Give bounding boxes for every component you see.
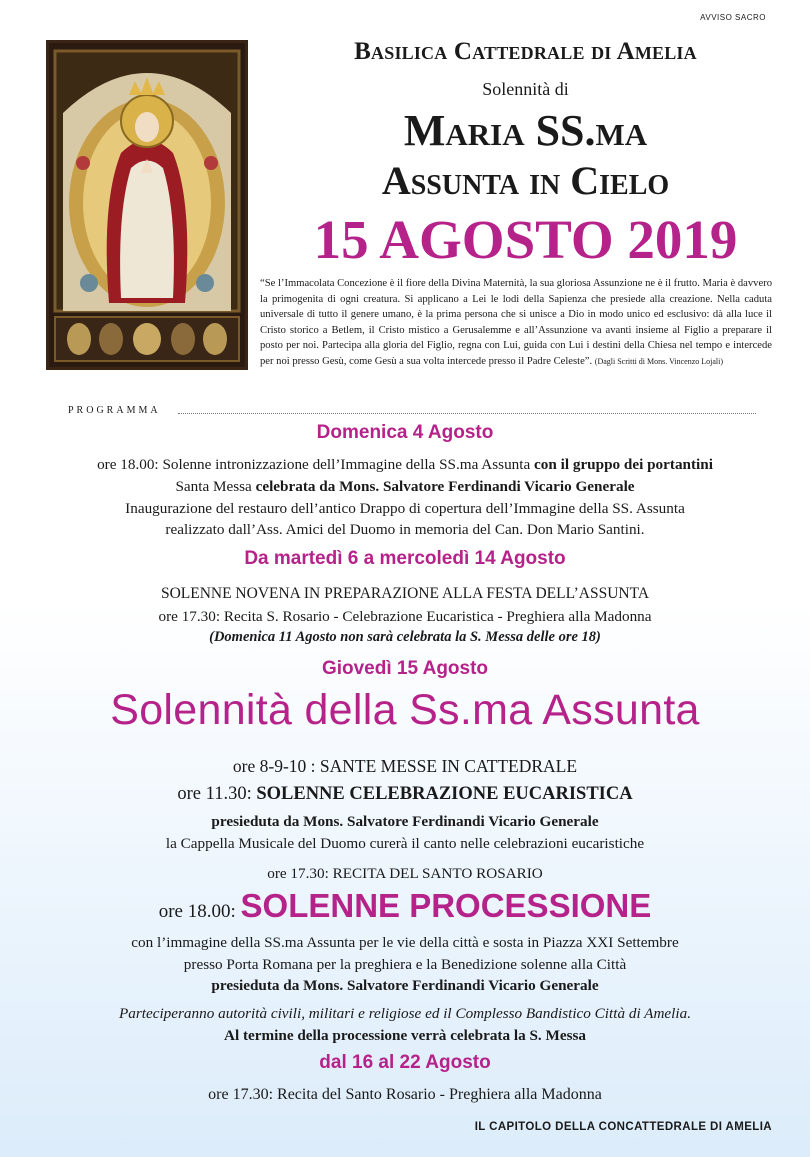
programma-label: PROGRAMMA (68, 405, 161, 416)
giovedi-line-8: presso Porta Romana per la preghiera e la Benedizione solenne alla Città (183, 956, 627, 973)
domenica-line-4: realizzato dall’Ass. Amici del Duomo in memoria del Can. Don Mario Santini. (165, 521, 645, 538)
domenica-line-1-text: ore 18.00: Solenne intronizzazione dell’Immagine della SS.ma Assunta (97, 456, 535, 473)
painting-artwork (49, 43, 245, 367)
giovedi-line-2 (0, 783, 810, 805)
solemnity-title: Solennità della Ss.ma Assunta (110, 686, 700, 734)
novena-line-2: ore 17.30: Recita S. Rosario - Celebrazione Eucaristica - Preghiera alla Madonna (158, 608, 652, 625)
section-heading-domenica: Domenica 4 Agosto (316, 422, 494, 443)
feast-title-line1: Maria SS.ma (403, 106, 648, 155)
feast-title-line2: Assunta in Cielo (381, 158, 670, 203)
giovedi-line-6-time: ore 18.00: (158, 901, 241, 922)
quote-text: “Se l’Immacolata Concezione è il fiore della Divina Maternità, la sua gloriosa Assunzione ne è il frutto. Maria è davvero la primogenita di ogni creatura. Si applicano a Lei le lodi della Sapienza che presiede alla creazione. Nella caduta universale di tutto il genere umano, è la prima persona che si unisce a Dio in modo unico ed esclusivo: dà alla luce il Cristo storico a Betlem, il Cristo mistico a Gerusalemme e all’Assunzione va avanti insieme al Figlio a preparare il posto per noi. Partecipa alla gloria del Figlio, regna con Lui, guida con Lui i destini della Chiesa nel tempo e intercede per noi presso Gesù, come Gesù a sua volta intercede presso il Padre Celeste”. (260, 278, 772, 367)
giovedi-line-2-time: ore 11.30: (177, 784, 257, 804)
divider (178, 413, 756, 414)
notice-tag: AVVISO SACRO (700, 13, 766, 22)
domenica-line-3: Inaugurazione del restauro dell’antico Drappo di copertura dell’Immagine della SS. Assunta (125, 500, 685, 517)
giovedi-line-2-bold: SOLENNE CELEBRAZIONE EUCARISTICA (256, 784, 633, 804)
giovedi-line-5: ore 17.30: RECITA DEL SANTO ROSARIO (267, 865, 543, 882)
domenica-line-2-bold: celebrata da Mons. Salvatore Ferdinandi Vicario Generale (255, 478, 635, 495)
ottava-line-1: ore 17.30: Recita del Santo Rosario - Preghiera alla Madonna (208, 1086, 602, 1103)
giovedi-line-10: Parteciperanno autorità civili, militari e religiose ed il Complesso Bandistico Città di Amelia. (118, 1005, 691, 1022)
giovedi-line-1: ore 8-9-10 : SANTE MESSE IN CATTEDRALE (232, 756, 578, 776)
giovedi-line-4: la Cappella Musicale del Duomo curerà il canto nelle celebrazioni eucaristiche (165, 835, 645, 852)
domenica-line-1 (0, 455, 810, 475)
assumption-painting (46, 40, 248, 370)
feast-date: 15 AGOSTO 2019 (313, 209, 738, 270)
giovedi-line-7: con l’immagine della SS.ma Assunta per le vie della città e sosta in Piazza XXI Settembre (131, 934, 679, 951)
giovedi-line-11: Al termine della processione verrà celebrata la S. Messa (223, 1027, 587, 1044)
section-heading-giovedi: Giovedì 15 Agosto (321, 658, 489, 679)
church-name: Basilica Cattedrale di Amelia (354, 38, 697, 65)
giovedi-line-6 (0, 886, 810, 933)
procession-title: SOLENNE PROCESSIONE (240, 887, 652, 924)
footer-signature: IL CAPITOLO DELLA CONCATTEDRALE DI AMELIA (474, 1121, 772, 1133)
domenica-line-2 (0, 477, 810, 497)
giovedi-line-9: presieduta da Mons. Salvatore Ferdinandi Vicario Generale (211, 977, 599, 994)
domenica-line-1-bold: con il gruppo dei portantini (534, 456, 713, 473)
section-heading-novena: Da martedì 6 a mercoledì 14 Agosto (244, 548, 566, 569)
novena-line-1: SOLENNE NOVENA IN PREPARAZIONE ALLA FESTA DELL’ASSUNTA (160, 585, 650, 602)
novena-note: (Domenica 11 Agosto non sarà celebrata la S. Messa delle ore 18) (209, 629, 601, 645)
quote-block (260, 276, 772, 370)
section-heading-ottava: dal 16 al 22 Agosto (319, 1052, 491, 1073)
giovedi-line-3: presieduta da Mons. Salvatore Ferdinandi Vicario Generale (211, 813, 599, 830)
solemnity-intro: Solennità di (482, 79, 569, 99)
quote-source: (Dagli Scritti di Mons. Vincenzo Lojali) (594, 356, 724, 366)
domenica-line-2-text: Santa Messa (175, 478, 256, 495)
